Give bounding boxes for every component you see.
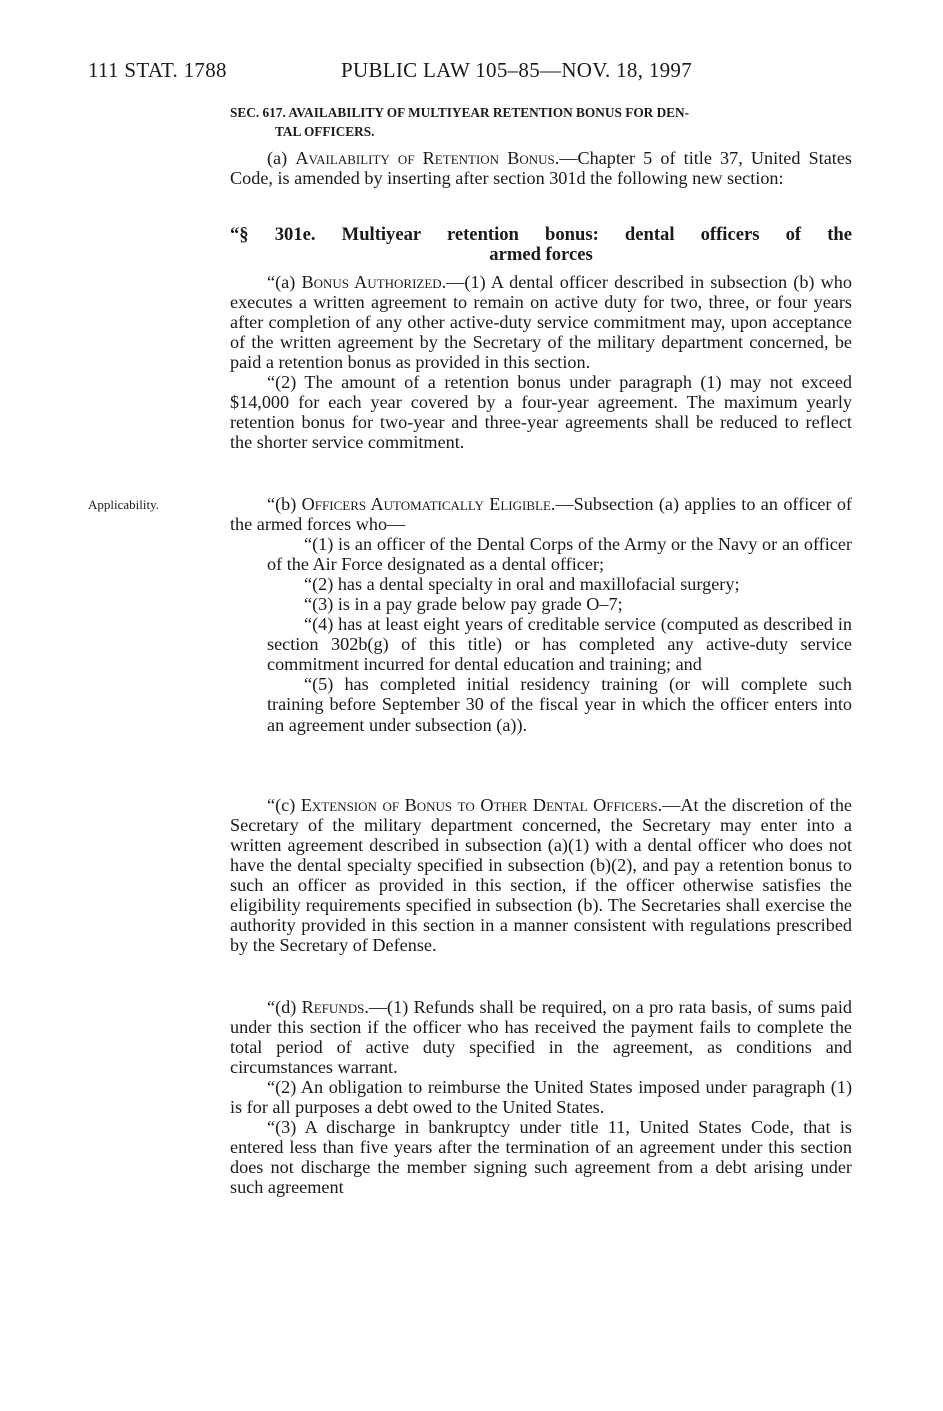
subsection-b-list (230, 534, 852, 734)
subsection-c-label: “(c) (267, 795, 301, 815)
subsection-d-paragraph2: “(2) An obligation to reimburse the United States imposed under paragraph (1) is for all purposes a debt owed to the United States. (230, 1077, 852, 1118)
subsection-b-text: .—Subsection (a) applies to an officer of the armed forces who— (230, 494, 852, 535)
list-item: “(1) is an officer of the Dental Corps of the Army or the Navy or an officer of the Air Force designated as a dental officer; (267, 534, 852, 575)
intro-paragraph (230, 148, 852, 188)
subsection-c (230, 795, 852, 955)
subsection-d-paragraph3: “(3) A discharge in bankruptcy under title 11, United States Code, that is entered less than five years after the termination of an agreement under this section does not discharge the member signing such agreement from a debt arising under such agreement (230, 1117, 852, 1198)
section-heading (230, 103, 852, 141)
list-item: “(2) has a dental specialty in oral and maxillofacial surgery; (304, 574, 740, 595)
subsection-c-caption: Extension of Bonus to Other Dental Officers (300, 795, 658, 815)
new-section-title (230, 225, 852, 265)
list-item: “(5) has completed initial residency training (or will complete such training before September 30 of the fiscal year in which the officer enters into an agreement under subsection (a)). (267, 674, 852, 735)
margin-note: Applicability. (88, 497, 160, 512)
intro-text: .—Chapter 5 of title 37, United States Code, is amended by inserting after section 301d the following new section: (230, 148, 852, 189)
new-section-title-line1: “§ 301e. Multiyear retention bonus: dental officers of the (230, 224, 852, 245)
section-heading-line2: TAL OFFICERS. (275, 124, 375, 139)
subsection-a-paragraph1: .—(1) A dental officer described in subsection (b) who executes a written agreement to remain on active duty for two, three, or four years after completion of any other active-duty service commitment may, upon acceptance of the written agreement by the Secretary of the military department concerned, be paid a retention bonus as provided in this section. (230, 272, 852, 373)
new-section-title-line2: armed forces (489, 244, 593, 265)
subsection-b-label: “(b) (267, 494, 302, 514)
subsection-d-label: “(d) (267, 997, 302, 1017)
subsection-a-label: “(a) (267, 272, 302, 292)
page-header (88, 58, 858, 88)
list-item: “(3) is in a pay grade below pay grade O–7; (304, 594, 623, 615)
subsection-a (230, 272, 852, 452)
section-heading-line1: SEC. 617. AVAILABILITY OF MULTIYEAR RETENTION BONUS FOR DEN- (230, 105, 690, 120)
intro-caption: Availability of Retention Bonus (295, 148, 555, 168)
subsection-c-text: .—At the discretion of the Secretary of the military department concerned, the Secretary may enter into a written agreement described in subsection (a)(1) with a dental officer who does not have the dental specialty specified in subsection (b)(2), and pay a retention bonus to such an officer as provided in this section, if the officer otherwise satisfies the eligibility requirements specified in subsection (b). The Secretaries shall exercise the authority provided in this section in a manner consistent with regulations prescribed by the Secretary of Defense. (230, 795, 853, 956)
subsection-d-caption: Refunds (301, 997, 365, 1017)
subsection-d-paragraph1: .—(1) Refunds shall be required, on a pro rata basis, of sums paid under this section if the officer who has received the payment fails to complete the total period of active duty specified in the agreement, as conditions and circumstances warrant. (230, 997, 852, 1078)
subsection-b (230, 494, 852, 735)
public-law-citation: PUBLIC LAW 105–85—NOV. 18, 1997 (341, 58, 693, 82)
subsection-a-paragraph2: “(2) The amount of a retention bonus under paragraph (1) may not exceed $14,000 for each year covered by a four-year agreement. The maximum yearly retention bonus for two-year and three-year agreements shall be reduced to reflect the shorter service commitment. (230, 372, 852, 453)
subsection-b-caption: Officers Automatically Eligible (301, 494, 551, 514)
intro-label: (a) (267, 148, 296, 168)
subsection-a-caption: Bonus Authorized (301, 272, 442, 292)
subsection-d (230, 997, 852, 1197)
list-item: “(4) has at least eight years of creditable service (computed as described in section 302b(g) of this title) or has completed any active-duty service commitment incurred for dental education and training; and (267, 614, 852, 675)
statute-citation: 111 STAT. 1788 (88, 58, 227, 82)
